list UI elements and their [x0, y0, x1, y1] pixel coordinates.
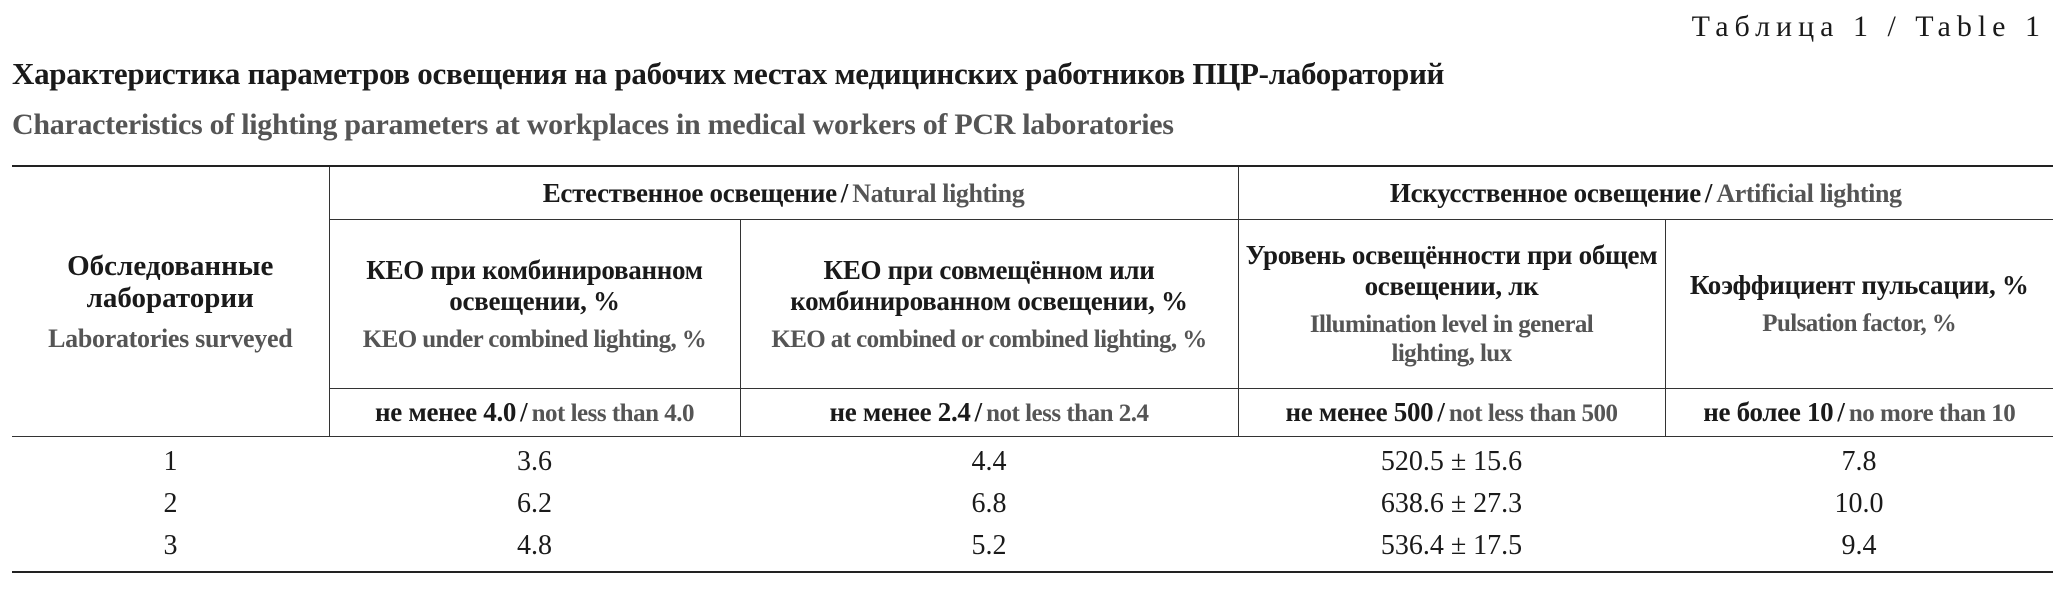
keo-mixed-cell: 4.4: [971, 446, 1007, 477]
keo-mixed-norm: [740, 389, 1238, 437]
table-row: [12, 437, 2053, 484]
table-label: Таблица 1 / Table 1: [1691, 10, 2046, 43]
illumination-norm: [1238, 389, 1665, 437]
pulsation-factor-header: [1665, 220, 2053, 389]
illumination-header-en: Illumination level in general lighting, lux: [1309, 311, 1594, 367]
pulsation-norm: [1665, 389, 2053, 437]
labs-column-header: [12, 166, 329, 437]
lab-number-cell: 2: [163, 488, 178, 519]
keo-combined-cell: 3.6: [517, 446, 552, 477]
norm-separator: /: [520, 397, 528, 427]
pulsation-cell: 9.4: [1665, 525, 2053, 572]
natural-lighting-group-header: [329, 166, 1238, 220]
labs-header-en: Laboratories surveyed: [48, 323, 293, 353]
lab-number-cell: 3: [12, 525, 329, 572]
keo-mixed-header-en: KEO at combined or combined lighting, %: [771, 325, 1207, 353]
pulsation-header-ru: Коэффициент пульсации, %: [1689, 270, 2029, 300]
artificial-lighting-group-header: [1238, 166, 2053, 220]
keo-combined-norm: [329, 389, 740, 437]
artificial-header-separator: /: [1704, 177, 1713, 208]
norm-en: no more than 10: [1848, 400, 2016, 427]
lab-number-cell: 1: [163, 446, 178, 477]
keo-mixed-header: [740, 220, 1238, 389]
illumination-cell: 520.5 ± 15.6: [1380, 446, 1523, 477]
table-title-ru: Характеристика параметров освещения на рабочих местах медицинских работников ПЦР-лабораторий: [12, 56, 1445, 91]
keo-combined-cell: 4.8: [329, 525, 740, 572]
illumination-level-header: [1238, 220, 1665, 389]
illumination-cell: 638.6 ± 27.3: [1380, 488, 1523, 519]
keo-combined-header-en: KEO under combined lighting, %: [362, 325, 707, 353]
norm-separator: /: [1437, 397, 1445, 427]
keo-combined-header: [329, 220, 740, 389]
keo-mixed-cell: 6.8: [971, 488, 1007, 519]
norm-ru: не менее 2.4: [829, 397, 971, 427]
labs-header-ru: Обследованные лаборатории: [67, 249, 274, 314]
norm-ru: не более 10: [1703, 397, 1834, 427]
norm-separator: /: [1837, 397, 1845, 427]
table-row: [12, 483, 2053, 525]
norm-en: not less than 500: [1448, 400, 1618, 427]
table-header: [12, 166, 2053, 437]
norm-en: not less than 2.4: [986, 400, 1149, 427]
norm-separator: /: [974, 397, 983, 427]
norm-ru: не менее 4.0: [375, 397, 517, 427]
natural-header-separator: /: [840, 177, 849, 208]
illumination-header-ru: Уровень освещённости при общем освещении, лк: [1245, 240, 1658, 301]
pulsation-header-en: Pulsation factor, %: [1762, 310, 1957, 337]
artificial-header-ru: Искусственное освещение: [1389, 177, 1701, 208]
natural-header-ru: Естественное освещение: [542, 177, 837, 208]
pulsation-cell: 7.8: [1841, 446, 1877, 477]
table-body: [12, 437, 2053, 573]
keo-mixed-header-ru: КЕО при совмещённом или комбинированном освещении, %: [790, 254, 1188, 316]
artificial-header-en: Artificial lighting: [1716, 178, 1902, 208]
illumination-cell: 536.4 ± 17.5: [1238, 525, 1665, 572]
norm-en: not less than 4.0: [531, 400, 694, 427]
header-group-row: [12, 166, 2053, 220]
table-row: [12, 525, 2053, 572]
natural-header-en: Natural lighting: [852, 178, 1025, 208]
pulsation-cell: 10.0: [1834, 488, 1884, 519]
keo-combined-header-ru: КЕО при комбинированном освещении, %: [366, 254, 703, 316]
norm-ru: не менее 500: [1285, 397, 1434, 427]
keo-combined-cell: 6.2: [517, 488, 552, 519]
keo-mixed-cell: 5.2: [740, 525, 1238, 572]
lighting-parameters-table: [12, 165, 2053, 573]
table-title-en: Characteristics of lighting parameters at workplaces in medical workers of PCR laboratories: [12, 108, 1174, 141]
